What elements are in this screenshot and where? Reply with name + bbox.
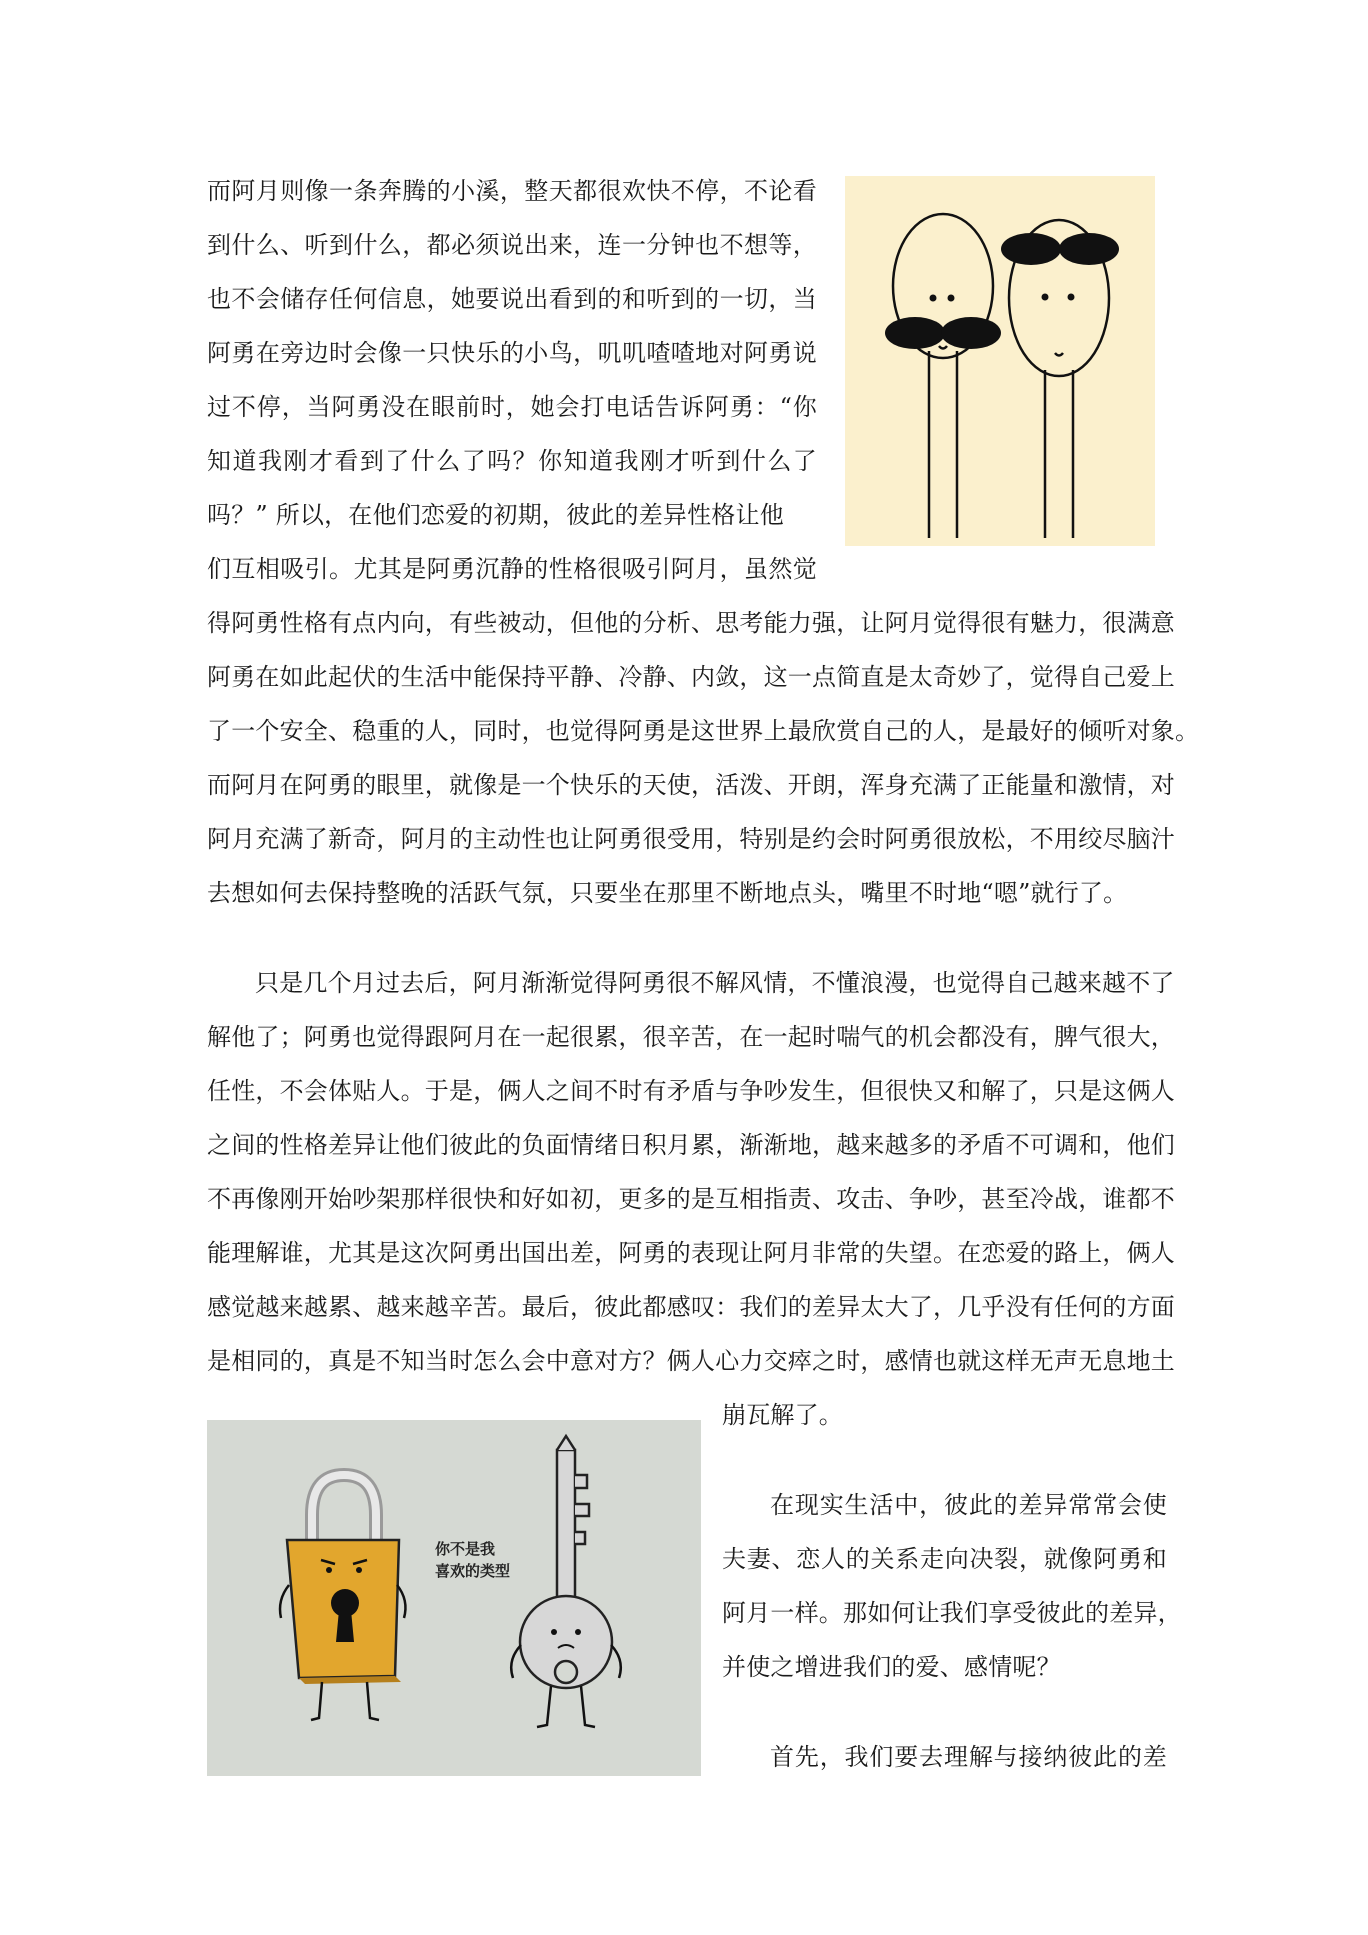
key-hole-icon <box>555 1661 577 1683</box>
key-tip <box>557 1436 575 1450</box>
text-line: 首先，我们要去理解与接纳彼此的差 <box>770 1743 1167 1771</box>
text-line: 过不停，当阿勇没在眼前时，她会打电话告诉阿勇：“你 <box>207 393 817 421</box>
left-spoon-mouth <box>939 346 947 349</box>
text-line: 能理解谁，尤其是这次阿勇出国出差，阿勇的表现让阿月非常的失望。在恋爱的路上，俩人 <box>207 1239 1175 1267</box>
text-line: 只是几个月过去后，阿月渐渐觉得阿勇很不解风情，不懂浪漫，也觉得自己越来越不了 <box>255 969 1175 997</box>
text-line: 阿勇在如此起伏的生活中能保持平静、冷静、内敛，这一点简直是太奇妙了，觉得自己爱上 <box>207 663 1175 691</box>
lock-and-key-illustration <box>207 1420 701 1776</box>
right-bow-icon <box>1059 233 1119 265</box>
text-line: 崩瓦解了。 <box>722 1401 843 1429</box>
lock-shackle-highlight <box>312 1475 376 1540</box>
text-line: 解他了；阿勇也觉得跟阿月在一起很累，很辛苦，在一起时喘气的机会都没有，脾气很大， <box>207 1023 1175 1051</box>
right-eye-icon <box>1042 294 1049 301</box>
speech-text: 喜欢的类型 <box>435 1562 511 1580</box>
keyhole-icon <box>336 1610 354 1642</box>
lock-eye-icon <box>326 1567 332 1573</box>
speech-text: 你不是我 <box>435 1540 496 1558</box>
text-line: 知道我刚才看到了什么了吗？你知道我刚才听到什么了 <box>207 447 817 475</box>
text-line: 而阿月在阿勇的眼里，就像是一个快乐的天使，活泼、开朗，浑身充满了正能量和激情，对 <box>207 771 1175 799</box>
lock-legs <box>311 1682 379 1720</box>
text-line: 是相同的，真是不知当时怎么会中意对方？俩人心力交瘁之时，感情也就这样无声无息地土 <box>207 1347 1175 1375</box>
text-line: 阿月一样。那如何让我们享受彼此的差异， <box>722 1599 1182 1627</box>
text-line: 在现实生活中，彼此的差异常常会使 <box>770 1491 1167 1519</box>
right-bow-icon <box>1001 233 1061 265</box>
key-eye-icon <box>551 1629 557 1635</box>
text-line: 感觉越来越累、越来越辛苦。最后，彼此都感叹：我们的差异太大了，几乎没有任何的方面 <box>207 1293 1175 1321</box>
text-line: 阿勇在旁边时会像一只快乐的小鸟，叽叽喳喳地对阿勇说 <box>207 339 817 367</box>
lock-arm <box>280 1585 289 1618</box>
key-teeth <box>575 1475 589 1544</box>
right-spoon-mouth <box>1055 353 1063 356</box>
left-eye-icon <box>930 295 937 302</box>
text-line: 去想如何去保持整晚的活跃气氛，只要坐在那里不断地点头，嘴里不时地“嗯”就行了。 <box>207 879 1128 907</box>
key-blade <box>557 1450 575 1600</box>
text-line: 不再像刚开始吵架那样很快和好如初，更多的是互相指责、攻击、争吵，甚至冷战，谁都不 <box>207 1185 1175 1213</box>
right-spoon-handle <box>1045 370 1073 538</box>
text-line: 得阿勇性格有点内向，有些被动，但他的分析、思考能力强，让阿月觉得很有魅力，很满意 <box>207 609 1175 637</box>
text-line: 了一个安全、稳重的人，同时，也觉得阿勇是这世界上最欣赏自己的人，是最好的倾听对象。 <box>207 717 1200 745</box>
text-line: 阿月充满了新奇，阿月的主动性也让阿勇很受用，特别是约会时阿勇很放松，不用绞尽脑汁 <box>207 825 1175 853</box>
spoon-couple-illustration <box>845 176 1155 546</box>
left-spoon-handle <box>929 351 957 538</box>
text-line: 而阿月则像一条奔腾的小溪，整天都很欢快不停，不论看 <box>207 177 817 205</box>
text-line: 吗？” 所以，在他们恋爱的初期，彼此的差异性格让他 <box>207 501 784 529</box>
text-line: 之间的性格差异让他们彼此的负面情绪日积月累，渐渐地，越来越多的矛盾不可调和，他们 <box>207 1131 1175 1159</box>
spoon-couple-drawing <box>845 176 1155 546</box>
left-mustache-icon <box>885 317 945 349</box>
left-eye-icon <box>948 295 955 302</box>
text-line: 到什么、听到什么，都必须说出来，连一分钟也不想等， <box>207 231 817 259</box>
lock-and-key-drawing <box>207 1420 701 1776</box>
text-line: 也不会储存任何信息，她要说出看到的和听到的一切，当 <box>207 285 817 313</box>
text-line: 并使之增进我们的爱、感情呢？ <box>722 1653 1061 1681</box>
right-eye-icon <box>1068 294 1075 301</box>
left-mustache-icon <box>941 317 1001 349</box>
key-eye-icon <box>575 1629 581 1635</box>
text-line: 们互相吸引。尤其是阿勇沉静的性格很吸引阿月，虽然觉 <box>207 555 817 583</box>
text-line: 任性，不会体贴人。于是，俩人之间不时有矛盾与争吵发生，但很快又和解了，只是这俩人 <box>207 1077 1175 1105</box>
key-legs <box>537 1686 595 1727</box>
lock-eye-icon <box>356 1567 362 1573</box>
text-line: 夫妻、恋人的关系走向决裂，就像阿勇和 <box>722 1545 1167 1573</box>
